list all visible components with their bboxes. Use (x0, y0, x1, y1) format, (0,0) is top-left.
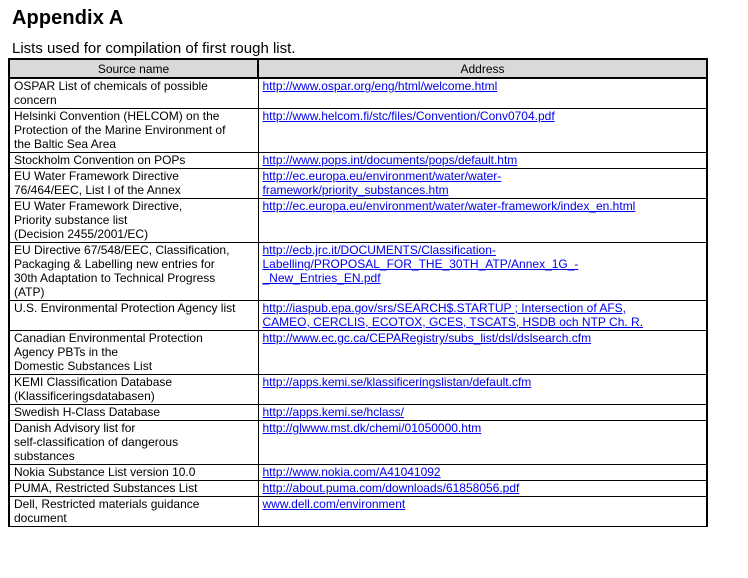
source-name: Swedish H-Class Database (14, 405, 161, 419)
column-header-address: Address (258, 59, 707, 78)
table-header-row (9, 59, 707, 78)
table-row (9, 78, 707, 109)
address-cell (258, 465, 707, 481)
table-row (9, 497, 707, 527)
source-name: Danish Advisory list for self-classification of dangerous substances (14, 421, 179, 463)
address-cell (258, 109, 707, 153)
table-row (9, 405, 707, 421)
source-name: Stockholm Convention on POPs (14, 153, 186, 167)
address-link[interactable]: http://iaspub.epa.gov/srs/SEARCH$.STARTUP ; Intersection of AFS, CAMEO, CERCLIS, ECOTOX, GCES, TSCATS, HSDB och NTP Ch. R. (262, 301, 644, 329)
address-cell (258, 375, 707, 405)
table-row (9, 481, 707, 497)
source-name-cell (9, 405, 258, 421)
table-row (9, 109, 707, 153)
address-cell (258, 331, 707, 375)
address-link[interactable]: http://www.pops.int/documents/pops/default.htm (262, 153, 518, 167)
sources-table (8, 58, 708, 527)
address-cell (258, 153, 707, 169)
source-name-cell (9, 465, 258, 481)
page-title: Appendix A (12, 7, 124, 29)
address-cell (258, 497, 707, 527)
source-name-cell (9, 169, 258, 199)
address-cell (258, 405, 707, 421)
source-name: Dell, Restricted materials guidance document (14, 497, 200, 525)
address-link[interactable]: http://glwww.mst.dk/chemi/01050000.htm (262, 421, 482, 435)
address-cell (258, 421, 707, 465)
column-header-source-name: Source name (9, 59, 258, 78)
source-name-cell (9, 497, 258, 527)
table-row (9, 169, 707, 199)
address-cell (258, 199, 707, 243)
table-row (9, 375, 707, 405)
page-subtitle: Lists used for compilation of first rough list. (12, 40, 296, 57)
source-name: PUMA, Restricted Substances List (14, 481, 198, 495)
address-cell (258, 243, 707, 301)
address-link[interactable]: http://www.ec.gc.ca/CEPARegistry/subs_list/dsl/dslsearch.cfm (262, 331, 592, 345)
table-row (9, 331, 707, 375)
source-name-cell (9, 481, 258, 497)
source-name-cell (9, 199, 258, 243)
source-name: Canadian Environmental Protection Agency PBTs in the Domestic Substances List (14, 331, 203, 373)
source-name-cell (9, 243, 258, 301)
table-row (9, 421, 707, 465)
address-link[interactable]: http://www.nokia.com/A41041092 (262, 465, 441, 479)
source-name-cell (9, 421, 258, 465)
address-link[interactable]: http://www.helcom.fi/stc/files/Convention/Conv0704.pdf (262, 109, 555, 123)
source-name-cell (9, 153, 258, 169)
table-row (9, 243, 707, 301)
address-link[interactable]: http://ecb.jrc.it/DOCUMENTS/Classification- Labelling/PROPOSAL_FOR_THE_30TH_ATP/Annex_1G_- _New_Entries_EN.pdf (262, 243, 579, 285)
address-cell (258, 301, 707, 331)
table-row (9, 153, 707, 169)
source-name: OSPAR List of chemicals of possible concern (14, 79, 208, 107)
address-link[interactable]: http://www.ospar.org/eng/html/welcome.html (262, 79, 498, 93)
address-link[interactable]: http://ec.europa.eu/environment/water/water-framework/index_en.html (262, 199, 636, 213)
source-name: U.S. Environmental Protection Agency list (14, 301, 236, 315)
address-link[interactable]: www.dell.com/environment (262, 497, 406, 511)
source-name: EU Water Framework Directive, Priority substance list (Decision 2455/2001/EC) (14, 199, 183, 241)
source-name-cell (9, 301, 258, 331)
address-cell (258, 78, 707, 109)
table-row (9, 199, 707, 243)
address-link[interactable]: http://about.puma.com/downloads/61858056.pdf (262, 481, 520, 495)
source-name-cell (9, 109, 258, 153)
source-name: EU Directive 67/548/EEC, Classification, Packaging & Labelling new entries for 30th Adaptation to Technical Progress (ATP) (14, 243, 230, 299)
address-cell (258, 481, 707, 497)
table-row (9, 465, 707, 481)
address-link[interactable]: http://apps.kemi.se/hclass/ (262, 405, 404, 419)
source-name: KEMI Classification Database (Klassificeringsdatabasen) (14, 375, 173, 403)
address-link[interactable]: http://ec.europa.eu/environment/water/water- framework/priority_substances.htm (262, 169, 502, 197)
source-name-cell (9, 375, 258, 405)
address-cell (258, 169, 707, 199)
source-name-cell (9, 331, 258, 375)
table-row (9, 301, 707, 331)
address-link[interactable]: http://apps.kemi.se/klassificeringslistan/default.cfm (262, 375, 532, 389)
source-name: Helsinki Convention (HELCOM) on the Protection of the Marine Environment of the Baltic Sea Area (14, 109, 226, 151)
source-name: Nokia Substance List version 10.0 (14, 465, 196, 479)
source-name: EU Water Framework Directive 76/464/EEC, List I of the Annex (14, 169, 181, 197)
source-name-cell (9, 78, 258, 109)
